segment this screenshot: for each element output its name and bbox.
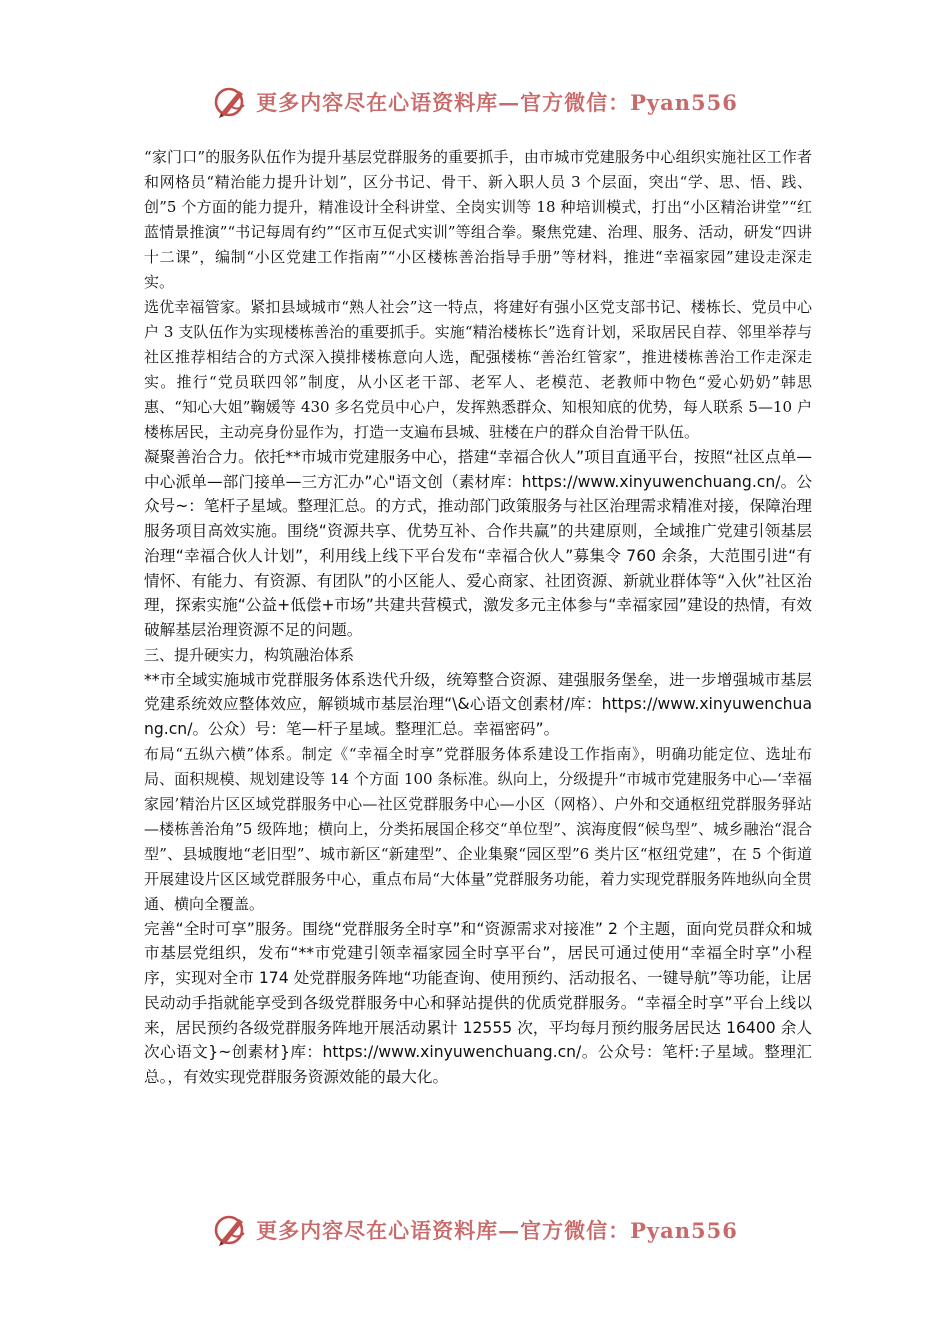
- banner-text: 更多内容尽在心语资料库—官方微信：Pyan556: [256, 90, 738, 115]
- section-heading: 三、提升硬实力，构筑融治体系: [144, 645, 355, 664]
- paragraph-system-upgrade: **市全域实施城市党群服务体系迭代升级，统筹整合资源、建强服务堡垒，进一步增强城市基层党建系统效应整体效应，解锁城市基层治理“\&心语文创素材/库：https://www.xinyuwenchuang.cn/。公众）号：笔—杆子星域。整理汇总。幸福密码”。: [144, 670, 812, 739]
- document-body: [144, 145, 812, 1090]
- paragraph-happy-steward: 选优幸福管家。紧扣县域城市“熟人社会”这一特点，将建好有强小区党支部书记、楼栋长、党员中心户 3 支队伍作为实现楼栋善治的重要抓手。实施“精治楼栋长”选育计划，采取居民自荐、邻里举荐与社区推荐相结合的方式深入摸排楼栋意向人选，配强楼栋“善治红管家”，推进楼栋善治工作走深走实。推行“党员联四邻”制度，从小区老干部、老军人、老模范、老教师中物色“爱心奶奶”韩思惠、“知心大姐”鞠媛等 430 多名党员中心户，发挥熟悉群众、知根知底的优势，每人联系 5—10 户楼栋居民，主动亮身份显作为，打造一支遍布县城、驻楼在户的群众自治骨干队伍。: [144, 298, 812, 441]
- paragraph-layout-system: 布局“五纵六横”体系。制定《“幸福全时享”党群服务体系建设工作指南》，明确功能定位、选址布局、面积规模、规划建设等 14 个方面 100 条标准。纵向上，分级提升“市城市党建服务中心—‘幸福家园’精治片区区域党群服务中心—社区党群服务中心—小区（网格）、户外和交通枢纽党群服务驿站—楼栋善治角”5 级阵地；横向上，分类拓展国企移交“单位型”、滨海度假“候鸟型”、城乡融治“混合型”、县城腹地“老旧型”、城市新区“新建型”、企业集聚“园区型”6 类片区“枢纽党建”，在 5 个街道开展建设片区区域党群服务中心，重点布局“大体量”党群服务功能，着力实现党群服务阵地纵向全贯通、横向全覆盖。: [144, 744, 812, 913]
- paragraph-governance-synergy: 凝聚善治合力。依托**市城市党建服务中心，搭建“幸福合伙人”项目直通平台，按照“社区点单—中心派单—部门接单—三方汇办”心"语文创（素材库：https://www.xinyuwenchuang.cn/。公众号~：笔杆子星域。整理汇总。的方式，推动部门政策服务与社区治理需求精准对接，保障治理服务项目高效实施。围绕“资源共享、优势互补、合作共赢”的共建原则，全域推广党建引领基层治理“幸福合伙人计划”，利用线上线下平台发布“幸福合伙人”募集令 760 余条，大范围引进“有情怀、有能力、有资源、有团队”的小区能人、爱心商家、社团资源、新就业群体等“入伙”社区治理，探索实施“公益+低偿+市场”共建共营模式，激发多元主体参与“幸福家园”建设的热情，有效破解基层治理资源不足的问题。: [144, 448, 813, 639]
- banner-text: 更多内容尽在心语资料库—官方微信：Pyan556: [256, 1218, 738, 1243]
- footer-banner: [0, 1210, 950, 1250]
- paragraph-fulltime-service: 完善“全时可享”服务。围绕“党群服务全时享”和“资源需求对接准” 2 个主题，面向党员群众和城市基层党组织，发布“**市党建引领幸福家园全时享平台”，居民可通过使用“幸福全时享”小程序，实现对全市 174 处党群服务阵地“功能查询、使用预约、活动报名、一键导航”等功能，让居民动动手指就能享受到各级党群服务中心和驿站提供的优质党群服务。“幸福全时享”平台上线以来，居民预约各级党群服务阵地开展活动累计 12555 次，平均每月预约服务居民达 16400 余人次心语文}~创素材}库：https://www.xinyuwenchuang.cn/。公众号：笔杆:子星域。整理汇总。，有效实现党群服务资源效能的最大化。: [144, 919, 812, 1086]
- pen-logo-icon: [212, 83, 250, 121]
- header-banner: [0, 82, 950, 122]
- pen-logo-icon: [212, 1211, 250, 1249]
- paragraph-service-team: “家门口”的服务队伍作为提升基层党群服务的重要抓手，由市城市党建服务中心组织实施社区工作者和网格员“精治能力提升计划”，区分书记、骨干、新入职人员 3 个层面，突出“学、思、悟、践、创”5 个方面的能力提升，精准设计全科讲堂、全岗实训等 18 种培训模式，打出“小区精治讲堂”“红蓝情景推演”“书记每周有约”“区市互促式实训”等组合拳。聚焦党建、治理、服务、活动，研发“四讲十二课”，编制“小区党建工作指南”“小区楼栋善治指导手册”等材料，推进“幸福家园”建设走深走实。: [144, 148, 812, 291]
